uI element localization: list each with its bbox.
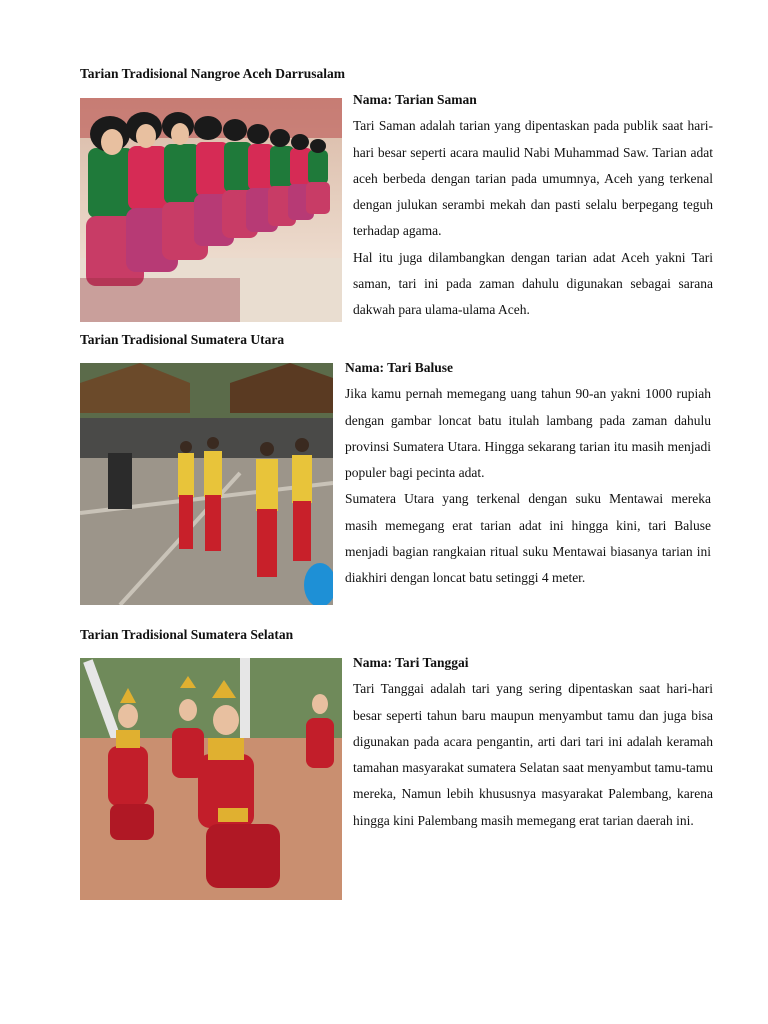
paragraph: Tari Tanggai adalah tari yang sering dipentaskan saat hari-hari besar seperti tahun baru maupun menyambut tamu dan juga bisa digunakan pada acara pengantin, arti dari tari ini adalah keramah tamahan masyarakat sumatera Selatan saat menyambut tamu-tamu mereka, Namun lebih khususnya masyarakat Palembang, karena hingga kini Palembang masih memegang erat tarian daerah ini.: [353, 681, 713, 828]
dance-name: Nama: Tari Tanggai: [353, 655, 469, 670]
photo-tari-baluse: [80, 363, 333, 605]
text-column-saman: [353, 87, 713, 324]
dance-name: Nama: Tari Baluse: [345, 360, 454, 375]
photo-tari-tanggai: [80, 658, 342, 900]
paragraph: Sumatera Utara yang terkenal dengan suku Mentawai mereka masih memegang erat tarian adat ini hingga kini, tari Baluse menjadi bagian rangkaian ritual suku Mentawai biasanya tarian ini diakhiri dengan loncat batu setinggi 4 meter.: [345, 491, 711, 586]
paragraph: Hal itu juga dilambangkan dengan tarian adat Aceh yakni Tari saman, tari ini pada zaman dahulu digunakan sebagai sarana dakwah para ulama-ulama Aceh.: [353, 249, 713, 318]
dance-name: Nama: Tarian Saman: [353, 92, 477, 107]
section-heading-sumsel: Tarian Tradisional Sumatera Selatan: [80, 627, 294, 642]
text-column-baluse: [345, 355, 711, 592]
photo-tari-saman: [80, 98, 342, 322]
paragraph: Tari Saman adalah tarian yang dipentaskan pada publik saat hari-hari besar seperti acara maulid Nabi Muhammad Saw. Tarian adat aceh berbeda dengan tarian pada umumnya, Aceh yang terkenal dengan julukan serambi mekah dan pasti selalu berpegang teguh terhadap agama.: [353, 118, 713, 239]
section-heading-sumut: Tarian Tradisional Sumatera Utara: [80, 332, 285, 347]
section-heading-aceh: Tarian Tradisional Nangroe Aceh Darrusalam: [80, 66, 346, 81]
text-column-tanggai: [353, 650, 713, 834]
paragraph: Jika kamu pernah memegang uang tahun 90-an yakni 1000 rupiah dengan gambar loncat batu itulah lambang pada zaman dahulu provinsi Sumatera Utara. Hingga sekarang tarian itu masih menjadi populer bagi pecinta adat.: [345, 386, 711, 481]
